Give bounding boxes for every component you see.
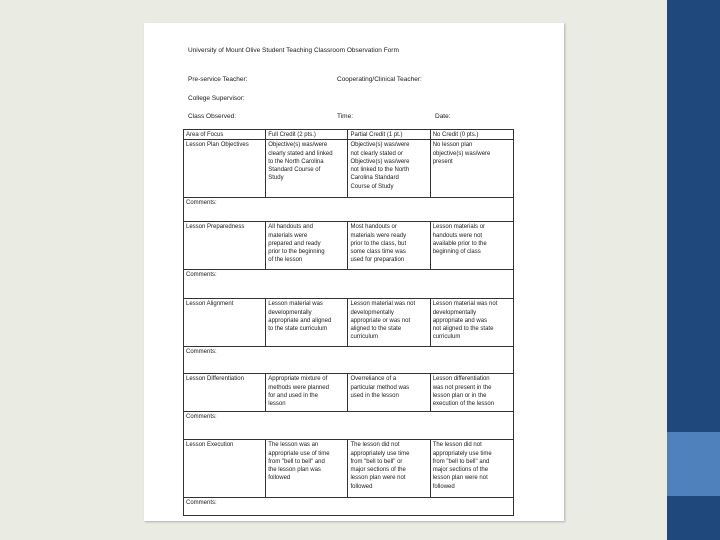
comments-label: Comments: [184, 347, 514, 374]
header-partial-credit: Partial Credit (1 pt.) [348, 130, 430, 140]
rubric-table [183, 129, 514, 516]
class-observed-label: Class Observed: [188, 113, 237, 120]
time-label: Time: [337, 113, 354, 120]
table-row [184, 222, 514, 270]
form-title: University of Mount Olive Student Teaching Classroom Observation Form [188, 47, 399, 54]
table-row [184, 440, 514, 498]
row-full-credit: Lesson material was developmentally appropriate and aligned to the state curriculum [266, 299, 348, 347]
row-partial-credit: Objective(s) was/were not clearly stated or Objective(s) was/were not linked to the North Carolina Standard Course of Study [348, 140, 430, 198]
row-partial-credit: Lesson material was not developmentally appropriate or was not aligned to the state curriculum [348, 299, 430, 347]
row-partial-credit: Overreliance of a particular method was used in the lesson [348, 374, 430, 412]
row-no-credit: No lesson plan objective(s) was/were present [430, 140, 513, 198]
comments-label: Comments: [184, 270, 514, 299]
row-full-credit: Appropriate mixture of methods were planned for and used in the lesson [266, 374, 348, 412]
header-no-credit: No Credit (0 pts.) [430, 130, 513, 140]
row-area: Lesson Plan Objectives [184, 140, 266, 198]
comments-row [184, 270, 514, 299]
comments-row [184, 412, 514, 440]
row-area: Lesson Execution [184, 440, 266, 498]
row-partial-credit: Most handouts or materials were ready prior to the class, but some class time was used for preparation [348, 222, 430, 270]
row-no-credit: Lesson materials or handouts were not available prior to the beginning of class [430, 222, 513, 270]
comments-row [184, 198, 514, 222]
row-partial-credit: The lesson did not appropriately use time from "bell to bell" or major sections of the lesson plan were not followed [348, 440, 430, 498]
college-supervisor-label: College Supervisor: [188, 95, 245, 102]
comments-row [184, 347, 514, 374]
preservice-teacher-label: Pre-service Teacher: [188, 76, 248, 83]
row-full-credit: The lesson was an appropriate use of time from "bell to bell" and the lesson plan was followed [266, 440, 348, 498]
row-no-credit: Lesson differentiation was not present in the lesson plan or in the execution of the lesson [430, 374, 513, 412]
comments-row [184, 498, 514, 516]
table-row [184, 374, 514, 412]
comments-label: Comments: [184, 498, 514, 516]
comments-label: Comments: [184, 198, 514, 222]
table-row [184, 140, 514, 198]
header-area-of-focus: Area of Focus [184, 130, 266, 140]
header-full-credit: Full Credit (2 pts.) [266, 130, 348, 140]
row-area: Lesson Differentiation [184, 374, 266, 412]
row-full-credit: Objective(s) was/were clearly stated and linked to the North Carolina Standard Course of Study [266, 140, 348, 198]
row-full-credit: All handouts and materials were prepared and ready prior to the beginning of the lesson [266, 222, 348, 270]
comments-label: Comments: [184, 412, 514, 440]
row-area: Lesson Preparedness [184, 222, 266, 270]
cooperating-teacher-label: Cooperating/Clinical Teacher: [337, 76, 422, 83]
table-header-row [184, 130, 514, 140]
row-no-credit: Lesson material was not developmentally appropriate and was not aligned to the state curriculum [430, 299, 513, 347]
table-row [184, 299, 514, 347]
slide-band-accent [667, 432, 720, 496]
observation-form-page [144, 23, 564, 521]
row-no-credit: The lesson did not appropriately use time from "bell to bell" and major sections of the lesson plan were not followed [430, 440, 513, 498]
row-area: Lesson Alignment [184, 299, 266, 347]
date-label: Date: [435, 113, 451, 120]
